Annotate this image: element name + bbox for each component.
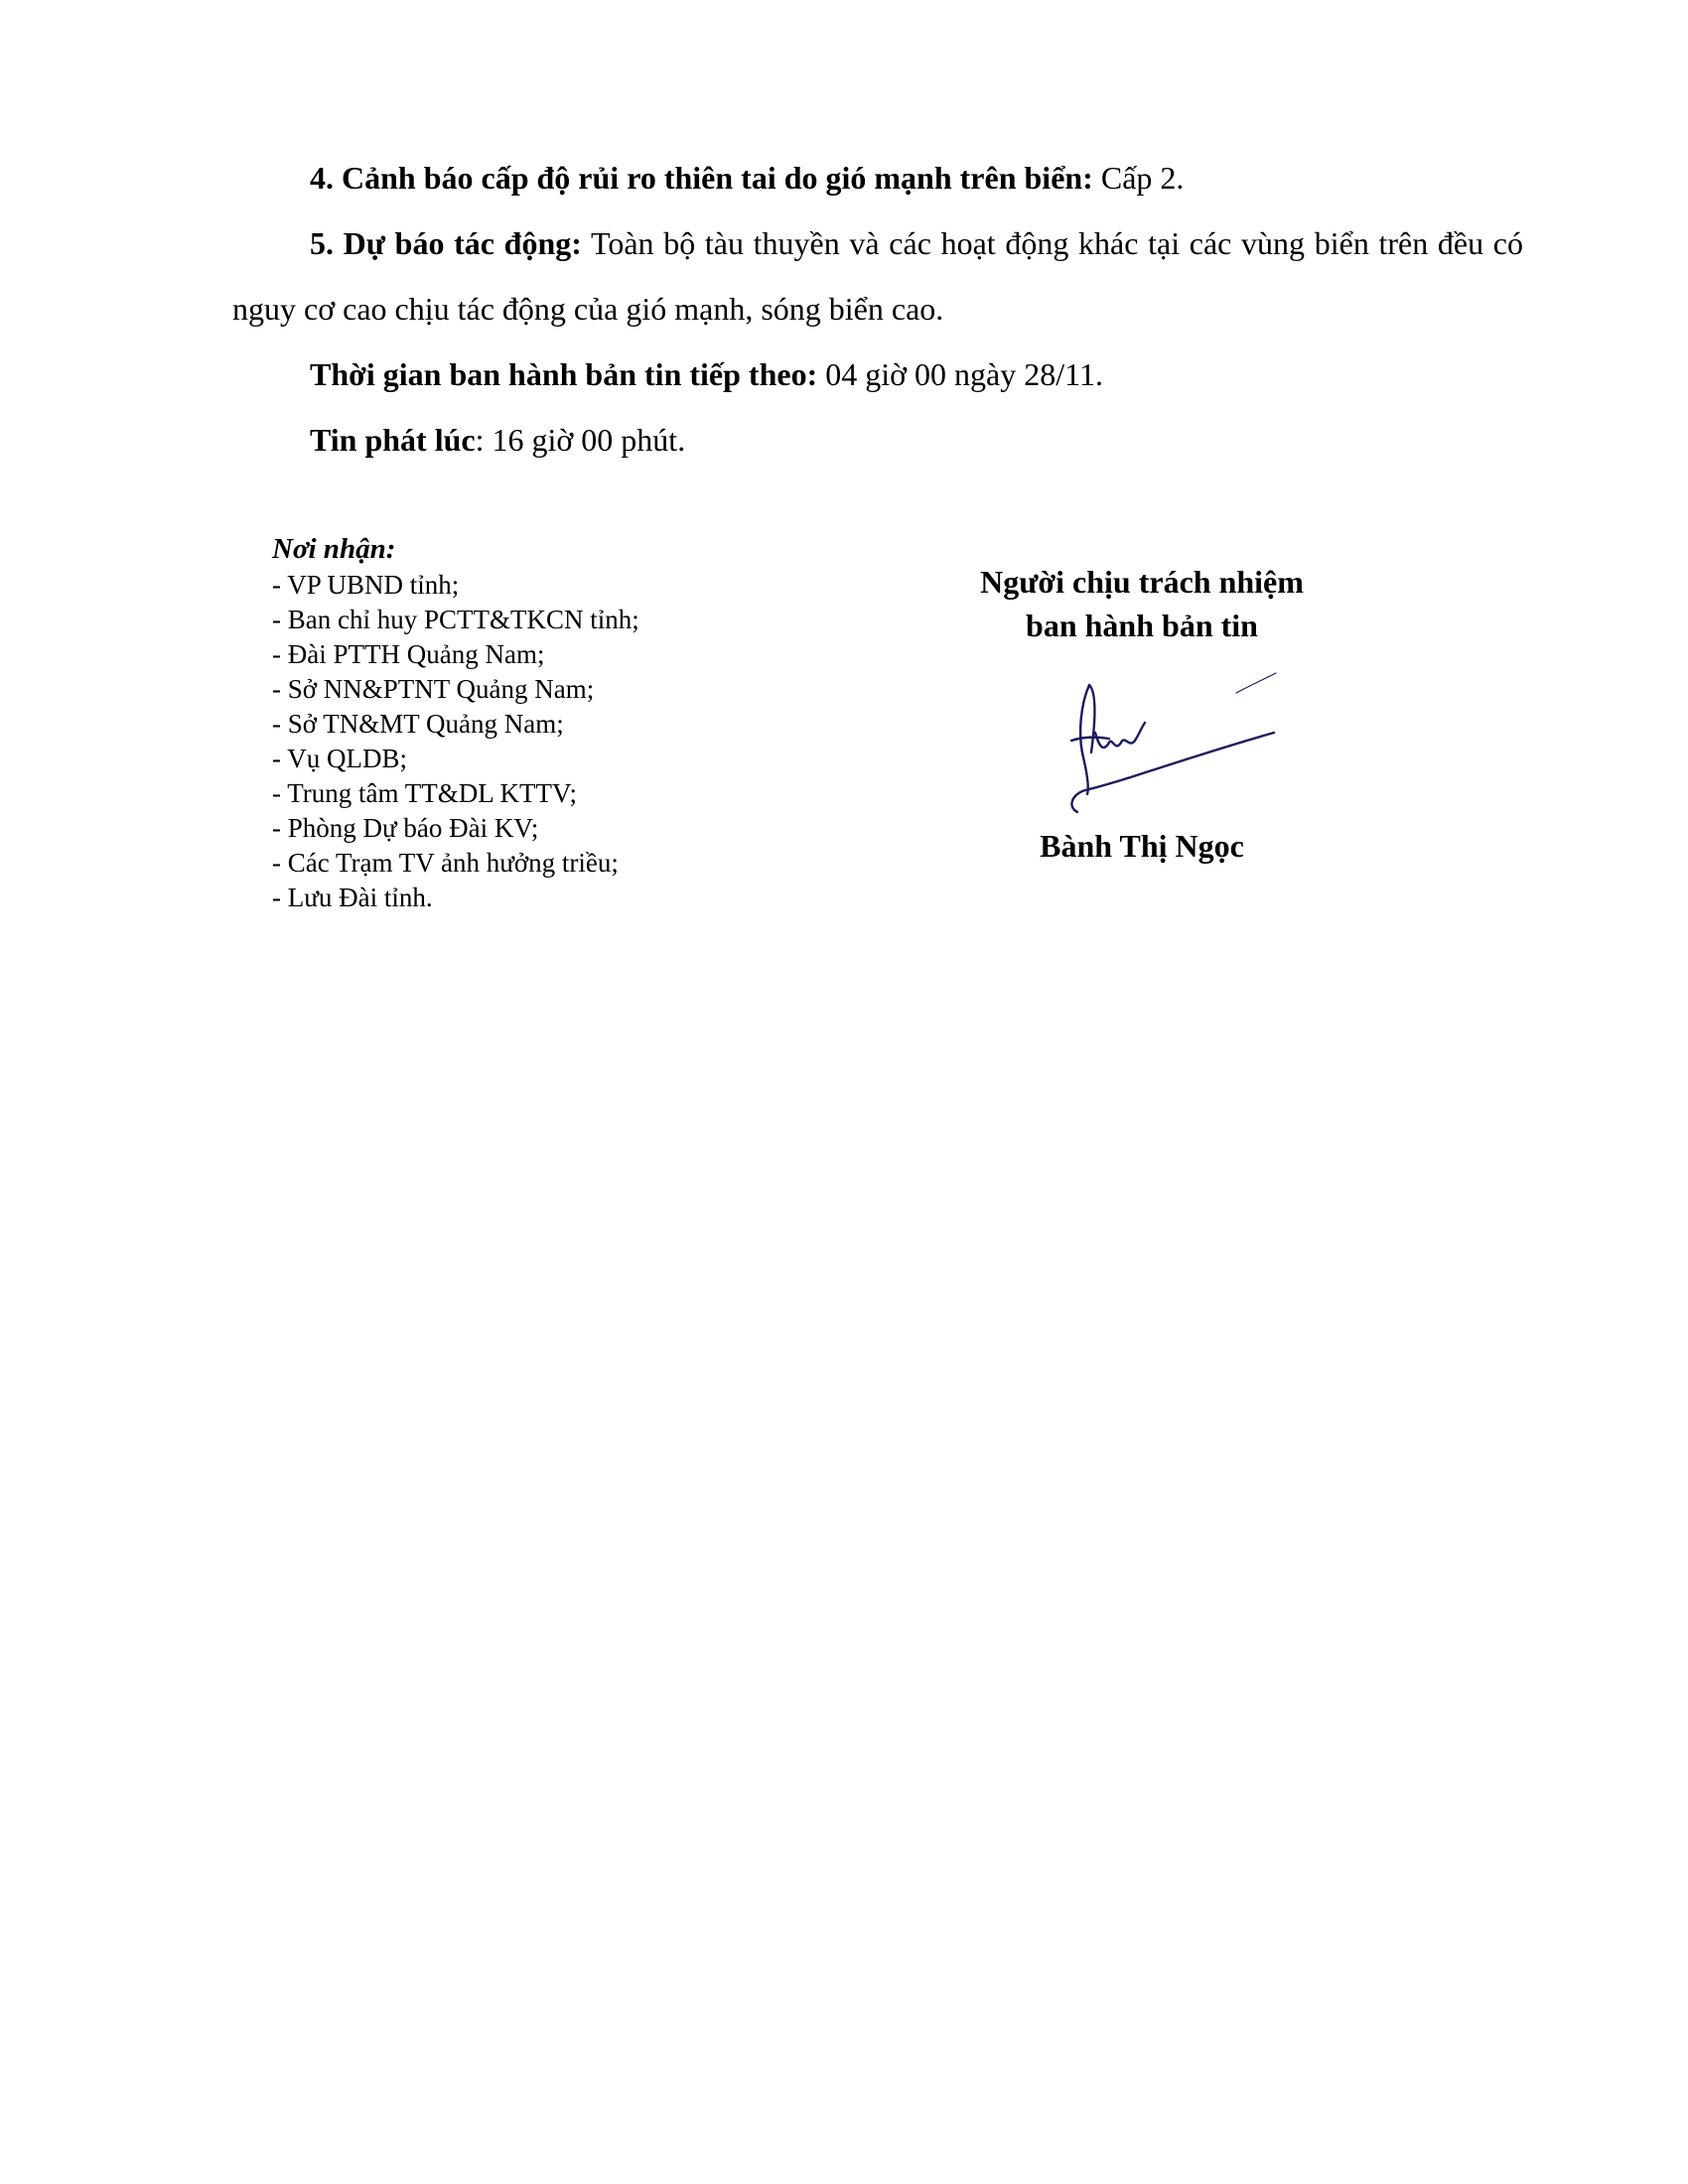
- signer-title: [914, 560, 1370, 647]
- recipient-item: - Các Trạm TV ảnh hưởng triều;: [272, 848, 619, 878]
- recipient-item: - Ban chỉ huy PCTT&TKCN tỉnh;: [272, 605, 639, 634]
- item-5-value: Toàn bộ tàu thuyền và các hoạt động khác tại các vùng biển trên đều có nguy cơ cao chịu tác động của gió mạnh, sóng biển cao.: [232, 225, 1524, 327]
- recipient-item: - Lưu Đài tỉnh.: [272, 883, 433, 912]
- recipient-item: - Sở NN&PTNT Quảng Nam;: [272, 674, 595, 704]
- issued-at-value: : 16 giờ 00 phút.: [475, 422, 686, 458]
- recipients-block: [272, 530, 788, 915]
- next-bulletin-value: 04 giờ 00 ngày 28/11.: [817, 356, 1103, 392]
- item-4-label: 4. Cảnh báo cấp độ rủi ro thiên tai do gió mạnh trên biển:: [310, 160, 1093, 196]
- handwritten-signature: [1038, 663, 1286, 822]
- next-bulletin-label: Thời gian ban hành bản tin tiếp theo:: [310, 356, 818, 392]
- recipient-item: - Sở TN&MT Quảng Nam;: [272, 709, 564, 739]
- bulletin-body: [232, 145, 1523, 473]
- item-5-label: 5. Dự báo tác động:: [310, 225, 582, 261]
- issued-at-paragraph: [232, 407, 1523, 473]
- recipients-heading: Nơi nhận:: [272, 533, 396, 565]
- recipient-item: - Phòng Dự báo Đài KV;: [272, 813, 539, 843]
- signer-name: Bành Thị Ngọc: [1040, 828, 1244, 864]
- item-4-value: Cấp 2.: [1092, 160, 1185, 196]
- next-bulletin-paragraph: [232, 341, 1523, 407]
- signer-title-line-2: ban hành bản tin: [1026, 608, 1258, 643]
- issued-at-label: Tin phát lúc: [310, 422, 476, 458]
- recipient-item: - Đài PTTH Quảng Nam;: [272, 639, 545, 669]
- recipient-item: - Trung tâm TT&DL KTTV;: [272, 778, 577, 808]
- item-4-paragraph: [232, 145, 1523, 210]
- recipient-item: - Vụ QLDB;: [272, 744, 408, 773]
- recipient-item: - VP UBND tỉnh;: [272, 570, 460, 600]
- item-5-paragraph: [232, 210, 1523, 341]
- signer-title-line-1: Người chịu trách nhiệm: [980, 564, 1304, 600]
